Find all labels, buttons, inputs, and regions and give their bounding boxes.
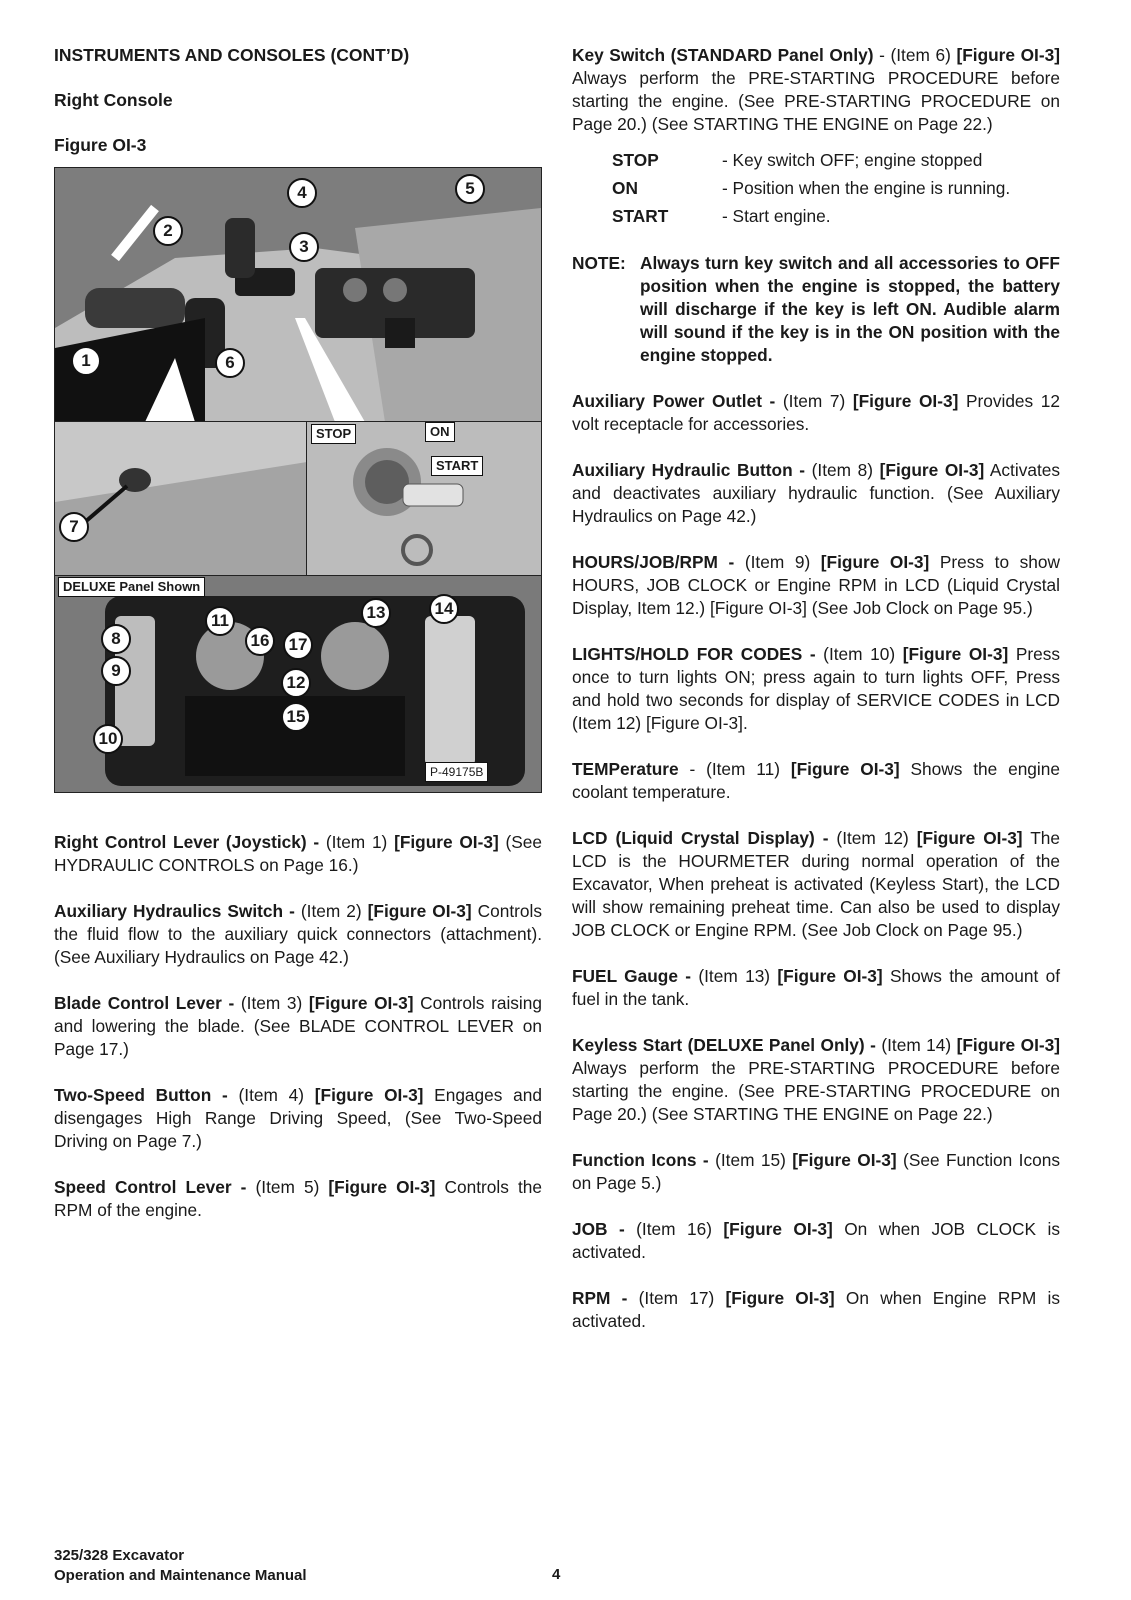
item-paragraph: LCD (Liquid Crystal Display) - (Item 12) [Figure OI-3] The LCD is the HOURMETER during normal operation of the Excavator, When preheat is activated (Keyless Start), the LCD will show remaining preheat time. Can also be used to display JOB CLOCK or Engine RPM. (See Job Clock on Page 95.): [572, 828, 1060, 940]
item-paragraph: JOB - (Item 16) [Figure OI-3] On when JOB CLOCK is activated.: [572, 1219, 1060, 1262]
key-switch-paragraph: Key Switch (STANDARD Panel Only) - (Item 6) [Figure OI-3] Always perform the PRE-STARTING PROCEDURE before starting the engine. (See PRE-STARTING PROCEDURE on Page 20.) (See STARTING THE ENGINE on Page 22.): [572, 45, 1060, 134]
item-paragraph: TEMPerature - (Item 11) [Figure OI-3] Shows the engine coolant temperature.: [572, 759, 1060, 802]
callout-6: 6: [215, 348, 245, 378]
left-items: [54, 831, 542, 1222]
item-paragraph: RPM - (Item 17) [Figure OI-3] On when Engine RPM is activated.: [572, 1288, 1060, 1331]
footer-subtitle: Operation and Maintenance Manual: [54, 1567, 307, 1584]
section-heading: INSTRUMENTS AND CONSOLES (CONT’D): [54, 45, 410, 65]
outlet-photo: [54, 421, 308, 577]
item-paragraph: LIGHTS/HOLD FOR CODES - (Item 10) [Figure OI-3] Press once to turn lights ON; press again to turn lights OFF, Press and hold two seconds for display of SERVICE CODES in LCD (Item 12) [Figure OI-3].: [572, 644, 1060, 733]
figure-oi-3: [54, 167, 542, 809]
subheading: Right Console: [54, 90, 173, 110]
footer-title: 325/328 Excavator: [54, 1547, 185, 1564]
console-photo: [54, 167, 542, 423]
callout-9: 9: [101, 656, 131, 686]
note-box: [572, 252, 1060, 367]
item-paragraph: Auxiliary Hydraulics Switch - (Item 2) [Figure OI-3] Controls the fluid flow to the auxiliary quick connectors (attachment). (See Auxiliary Hydraulics on Page 42.): [54, 901, 542, 967]
state-row: ON - Position when the engine is running.: [612, 178, 1011, 198]
part-number: P-49175B: [425, 762, 488, 782]
item-paragraph: Function Icons - (Item 15) [Figure OI-3] (See Function Icons on Page 5.): [572, 1150, 1060, 1193]
callout-13: 13: [361, 598, 391, 628]
deluxe-panel-photo: [54, 575, 542, 793]
key-start-tag: START: [431, 456, 483, 476]
item-paragraph: Auxiliary Power Outlet - (Item 7) [Figure OI-3] Provides 12 volt receptacle for accessories.: [572, 391, 1061, 434]
callout-11: 11: [205, 606, 235, 636]
callout-8: 8: [101, 624, 131, 654]
callout-14: 14: [429, 594, 459, 624]
key-switch-art: [307, 422, 541, 576]
item-paragraph: FUEL Gauge - (Item 13) [Figure OI-3] Shows the amount of fuel in the tank.: [572, 966, 1061, 1009]
callout-4: 4: [287, 178, 317, 208]
key-states: [612, 146, 1060, 230]
item-paragraph: Blade Control Lever - (Item 3) [Figure OI-3] Controls raising and lowering the blade. (See BLADE CONTROL LEVER on Page 17.): [54, 993, 542, 1059]
state-row: START - Start engine.: [612, 206, 831, 226]
callout-15: 15: [281, 702, 311, 732]
footer: [54, 1546, 307, 1586]
item-paragraph: Auxiliary Hydraulic Button - (Item 8) [Figure OI-3] Activates and deactivates auxiliary hydraulic function. (See Auxiliary Hydraulics on Page 42.): [572, 460, 1061, 526]
right-column: [572, 44, 1060, 1356]
right-items: [572, 390, 1060, 1333]
figure-label: Figure OI-3: [54, 135, 147, 155]
note-label: NOTE:: [572, 253, 626, 273]
state-row: STOP - Key switch OFF; engine stopped: [612, 150, 983, 170]
key-photo: [306, 421, 542, 577]
outlet-photo-art: [55, 422, 307, 576]
callout-1: 1: [71, 346, 101, 376]
left-column: [54, 44, 542, 1245]
deluxe-tag: DELUXE Panel Shown: [58, 577, 205, 597]
item-paragraph: Speed Control Lever - (Item 5) [Figure OI-3] Controls the RPM of the engine.: [54, 1177, 542, 1220]
item-paragraph: Two-Speed Button - (Item 4) [Figure OI-3] Engages and disengages High Range Driving Speed, (See Two-Speed Driving on Page 7.): [54, 1085, 542, 1151]
callout-10: 10: [93, 724, 123, 754]
callout-7: 7: [59, 512, 89, 542]
callout-12: 12: [281, 668, 311, 698]
callout-5: 5: [455, 174, 485, 204]
page-number: 4: [552, 1566, 561, 1583]
item-paragraph: HOURS/JOB/RPM - (Item 9) [Figure OI-3] Press to show HOURS, JOB CLOCK or Engine RPM in LCD (Liquid Crystal Display, Item 12.) [Figure OI-3] (See Job Clock on Page 95.): [572, 552, 1060, 618]
callout-2: 2: [153, 216, 183, 246]
callout-17: 17: [283, 630, 313, 660]
callout-16: 16: [245, 626, 275, 656]
key-stop-tag: STOP: [311, 424, 356, 444]
callout-3: 3: [289, 232, 319, 262]
note-text: Always turn key switch and all accessories to OFF position when the engine is stopped, the battery will discharge if the key is left ON. Audible alarm will sound if the key is in the ON position with the engine stopped.: [640, 253, 1060, 365]
key-on-tag: ON: [425, 422, 455, 442]
item-paragraph: Keyless Start (DELUXE Panel Only) - (Item 14) [Figure OI-3] Always perform the PRE-STARTING PROCEDURE before starting the engine. (See PRE-STARTING PROCEDURE on Page 20.) (See STARTING THE ENGINE on Page 22.): [572, 1035, 1060, 1124]
item-paragraph: Right Control Lever (Joystick) - (Item 1) [Figure OI-3] (See HYDRAULIC CONTROLS on Page 16.): [54, 832, 542, 875]
